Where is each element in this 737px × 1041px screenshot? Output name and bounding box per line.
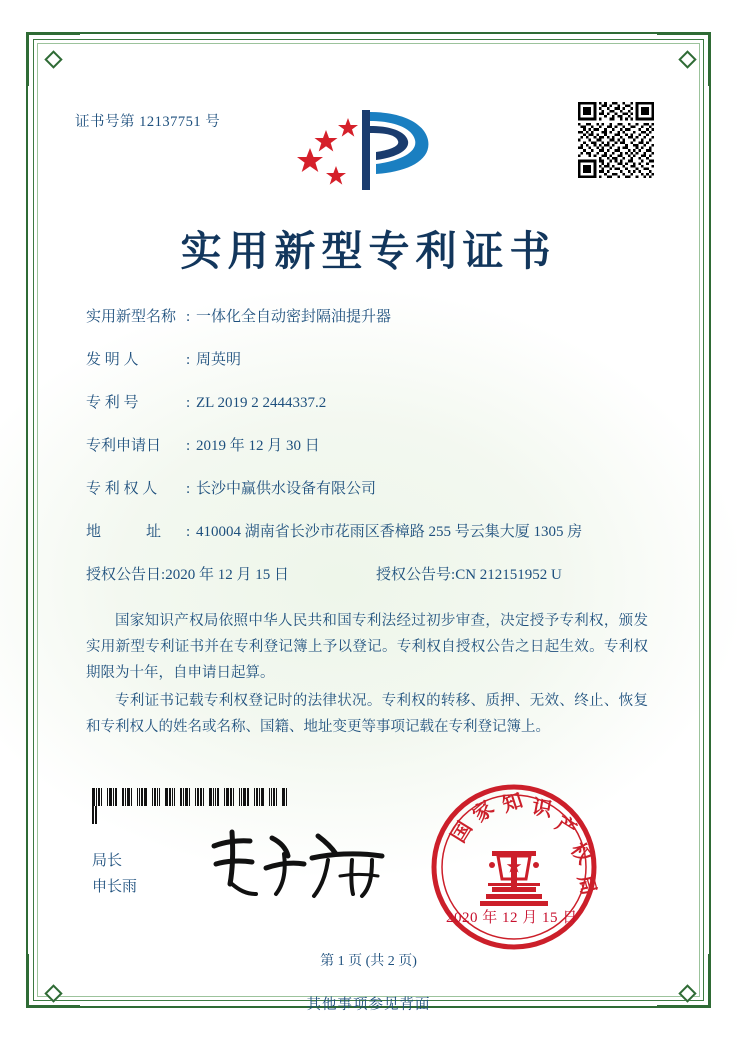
legal-paragraph-1: 国家知识产权局依照中华人民共和国专利法经过初步审查，决定授予专利权，颁发实用新型专利证书并在专利登记簿上予以登记。专利权自授权公告之日起生效。专利权期限为十年，自申请日起算。 bbox=[86, 613, 648, 681]
field-grant-publication-number bbox=[376, 563, 562, 584]
svg-text:知: 知 bbox=[499, 787, 526, 817]
certificate-number: 证书号第 12137751 号 bbox=[75, 114, 221, 130]
field-label-patent-number: 专 利 号 bbox=[86, 395, 139, 411]
field-label-application-date: 专利申请日 bbox=[86, 438, 162, 454]
field-value-grant-publication-number: CN 212151952 U bbox=[455, 567, 562, 583]
field-colon: : bbox=[186, 524, 191, 540]
cnipa-emblem-icon bbox=[296, 100, 436, 198]
field-patentee bbox=[86, 477, 666, 520]
field-grant-row bbox=[86, 563, 666, 606]
director-title-label: 局长 bbox=[92, 853, 123, 869]
page-title: 实用新型专利证书 bbox=[180, 227, 557, 275]
field-grant-date bbox=[86, 563, 376, 584]
legal-paragraph-2: 专利证书记载专利权登记时的法律状况。专利权的转移、质押、无效、终止、恢复和专利权人的姓名或名称、国籍、地址变更等事项记载在专利登记簿上。 bbox=[86, 693, 648, 735]
field-label-utility-model-name: 实用新型名称 bbox=[86, 309, 177, 325]
svg-text:家: 家 bbox=[467, 795, 499, 827]
field-address bbox=[86, 520, 666, 563]
field-label-inventor: 发 明 人 bbox=[86, 352, 139, 368]
barcode bbox=[92, 788, 288, 806]
field-label-patentee: 专 利 权 人 bbox=[86, 481, 158, 497]
svg-text:识: 识 bbox=[530, 794, 554, 822]
field-value-inventor: 周英明 bbox=[196, 352, 242, 368]
svg-text:国: 国 bbox=[445, 816, 477, 847]
field-label-grant-date: 授权公告日 bbox=[86, 567, 162, 583]
field-colon: : bbox=[186, 481, 191, 497]
field-application-date bbox=[86, 434, 666, 477]
director-signature bbox=[206, 824, 396, 902]
field-value-patentee: 长沙中赢供水设备有限公司 bbox=[196, 481, 377, 497]
svg-text:局: 局 bbox=[573, 872, 600, 898]
field-utility-model-name bbox=[86, 305, 666, 348]
field-value-grant-date: 2020 年 12 月 15 日 bbox=[165, 567, 289, 583]
field-colon: : bbox=[451, 567, 456, 583]
field-label-grant-publication-number: 授权公告号 bbox=[376, 567, 452, 583]
legal-text-block bbox=[86, 608, 648, 742]
field-value-patent-number: ZL 2019 2 2444337.2 bbox=[196, 395, 327, 411]
official-seal bbox=[428, 781, 600, 953]
field-patent-number bbox=[86, 391, 666, 434]
back-side-note: 其他事项参见背面 bbox=[306, 997, 431, 1013]
field-value-utility-model-name: 一体化全自动密封隔油提升器 bbox=[196, 309, 392, 325]
svg-text:权: 权 bbox=[565, 838, 598, 869]
field-inventor bbox=[86, 348, 666, 391]
field-colon: : bbox=[186, 438, 191, 454]
field-colon: : bbox=[186, 309, 191, 325]
field-value-application-date: 2019 年 12 月 30 日 bbox=[196, 438, 320, 454]
field-colon: : bbox=[186, 352, 191, 368]
svg-text:产: 产 bbox=[551, 810, 582, 842]
field-colon: : bbox=[186, 395, 191, 411]
seal-date: 2020 年 12 月 15 日 bbox=[446, 910, 578, 926]
page-number: 第 1 页 (共 2 页) bbox=[320, 954, 417, 969]
director-name: 申长雨 bbox=[92, 879, 138, 895]
director-block bbox=[92, 848, 137, 900]
field-label-address: 地 址 bbox=[86, 524, 162, 540]
certificate-fields bbox=[86, 305, 666, 606]
field-colon: : bbox=[161, 567, 166, 583]
field-value-address: 410004 湖南省长沙市花雨区香樟路 255 号云集大厦 1305 房 bbox=[196, 524, 583, 540]
qr-code bbox=[578, 102, 654, 178]
